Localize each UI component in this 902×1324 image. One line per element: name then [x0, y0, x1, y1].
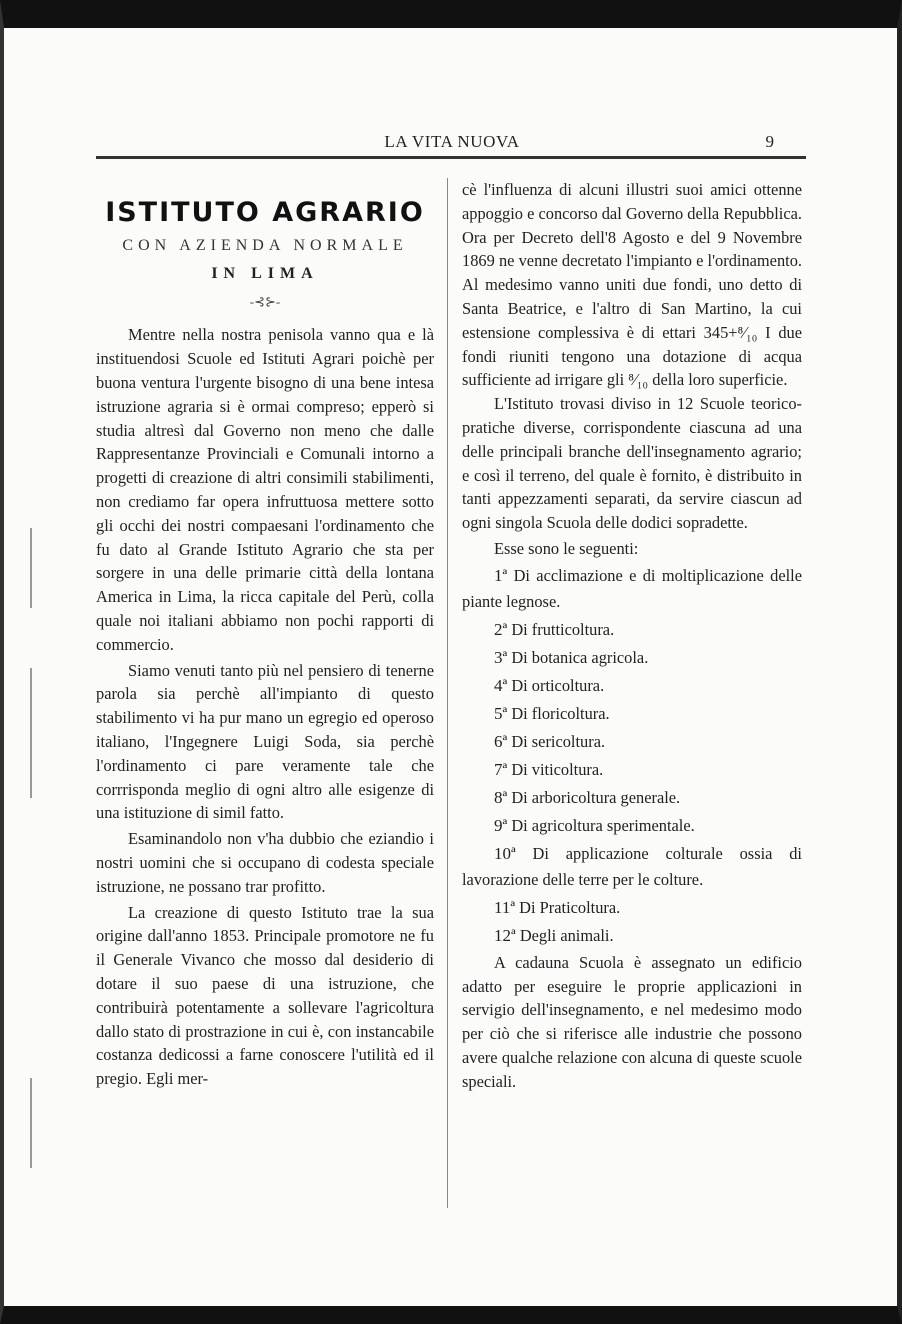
list-number: 11ª [494, 897, 516, 917]
list-text: Di viticoltura. [511, 759, 604, 779]
list-item [462, 701, 802, 727]
list-item [462, 813, 802, 839]
list-text: Di applicazione colturale ossia di lavorazione delle terre per le colture. [462, 843, 802, 889]
list-number: 1ª [494, 565, 508, 585]
list-item [462, 757, 802, 783]
margin-mark [30, 1078, 32, 1168]
list-item [462, 673, 802, 699]
paragraph: L'Istituto trovasi diviso in 12 Scuole teorico-pratiche diverse, corrispondente ciascuna ad una delle principali branche dell'insegnamento agrario; e così il terreno, del quale è fornito, è distribuito in tanti appezzamenti separati, da servire ciascun ad ogni singola Scuola delle dodici sopradette. [462, 394, 802, 533]
page-header [96, 128, 808, 158]
list-item [462, 563, 802, 615]
list-number: 8ª [494, 787, 508, 807]
article-location: IN LIMA [211, 264, 319, 282]
paragraph: A cadauna Scuola è assegnato un edificio adatto per eseguire le proprie applicazioni in servigio dell'insegnamento, e nel medesimo modo per ciò che si riferisce alle industrie che possono avere qualche relazione con alcuna di queste scuole speciali. [462, 952, 802, 1091]
list-text: Di acclimazione e di moltiplicazione delle piante legnose. [462, 565, 802, 611]
list-item [462, 645, 802, 671]
list-number: 2ª [494, 619, 508, 639]
list-text: Di floricoltura. [511, 703, 610, 723]
article-subtitle: CON AZIENDA NORMALE [122, 237, 408, 254]
article-title: ISTITUTO AGRARIO [105, 197, 425, 228]
list-text: Di frutticoltura. [511, 619, 615, 639]
list-text: Di arboricoltura generale. [511, 787, 681, 807]
list-item [462, 785, 802, 811]
paragraph: Esaminandolo non v'ha dubbio che eziandio i nostri uomini che si occupano di codesta speciale istruzione, ne possano trar profitto. [96, 829, 434, 896]
paragraph: Mentre nella nostra penisola vanno qua e là instituendosi Scuole ed Istituti Agrari poichè per buona ventura l'urgente bisogno di una bene intesa istruzione agraria si è ormai compreso; epperò si studia altresì dal Governo non meno che dalle Rappresentanze Provinciali e Comunali intorno a progetti di creazione di altri consimili stabilimenti, non crediamo far opera infruttuosa mettere sotto gli occhi dei nostri compaesani l'ordinamento che fu dato al Grande Istituto Agrario che sta per sorgere in una delle primarie città della lontana America in Lima, la ricca capitale del Perù, colla quale noi italiani abbiamo non pochi rapporti di commercio. [96, 325, 434, 654]
header-rule [96, 156, 806, 159]
list-number: 4ª [494, 675, 508, 695]
list-number: 6ª [494, 731, 508, 751]
list-item [462, 617, 802, 643]
list-item [462, 923, 802, 949]
list-number: 9ª [494, 815, 508, 835]
margin-mark [30, 528, 32, 608]
page-number: 9 [765, 132, 774, 151]
paragraph: cè l'influenza di alcuni illustri suoi amici ottenne appoggio e concorso dal Governo della Repubblica. Ora per Decreto dell'8 Agosto e del 9 Novembre 1869 ne venne decretato l'impianto e l'ordinamento. Al medesimo vanno uniti due fondi, uno detto di Santa Beatrice, e l'altro di San Martino, la cui estensione complessiva è di ettari 345+⁸⁄₁₀ I due fondi riuniti tengono una dotazione di acqua sufficiente ad irrigare gli ⁸⁄₁₀ della loro superficie. [462, 180, 803, 390]
list-text: Di sericoltura. [511, 731, 606, 751]
list-number: 3ª [494, 647, 508, 667]
paragraph: Esse sono le seguenti: [494, 538, 639, 558]
list-text: Di agricoltura sperimentale. [511, 815, 695, 835]
paragraph: La creazione di questo Istituto trae la sua origine dall'anno 1853. Principale promotore ne fu il Generale Vivanco che mosso dal desiderio di dotare il suo paese di una istruzione, che contribuirà potentamente a sollevare l'agricoltura dallo stato di prostrazione in cui è, con instancabile costanza dedicossi a farne conoscere l'utilità ed il pregio. Egli mer- [96, 902, 434, 1089]
list-number: 5ª [494, 703, 508, 723]
list-item [462, 729, 802, 755]
running-title: LA VITA NUOVA [384, 132, 520, 151]
list-text: Di orticoltura. [511, 675, 605, 695]
column-divider [447, 178, 448, 1208]
schools-list [462, 563, 802, 949]
list-number: 10ª [494, 843, 516, 863]
list-number: 12ª [494, 925, 516, 945]
list-item [462, 895, 802, 921]
list-text: Di botanica agricola. [511, 647, 649, 667]
paragraph: Siamo venuti tanto più nel pensiero di tenerne parola sia perchè all'impianto di questo stabilimento vi ha pur mano un egregio ed operoso italiano, l'Ingegnere Luigi Soda, sia perchè l'ordinamento ci pare veramente tale che corrrisponda meglio di ogni altro alle esigenze di una istituzione di simil fatto. [96, 660, 434, 823]
list-number: 7ª [494, 759, 508, 779]
left-column [96, 178, 434, 1091]
right-column [462, 178, 802, 1094]
list-text: Degli animali. [519, 925, 614, 945]
list-item [462, 841, 802, 893]
list-text: Di Praticoltura. [519, 897, 621, 917]
margin-mark [30, 668, 32, 798]
ornament: -⊰⊱- [249, 293, 281, 309]
